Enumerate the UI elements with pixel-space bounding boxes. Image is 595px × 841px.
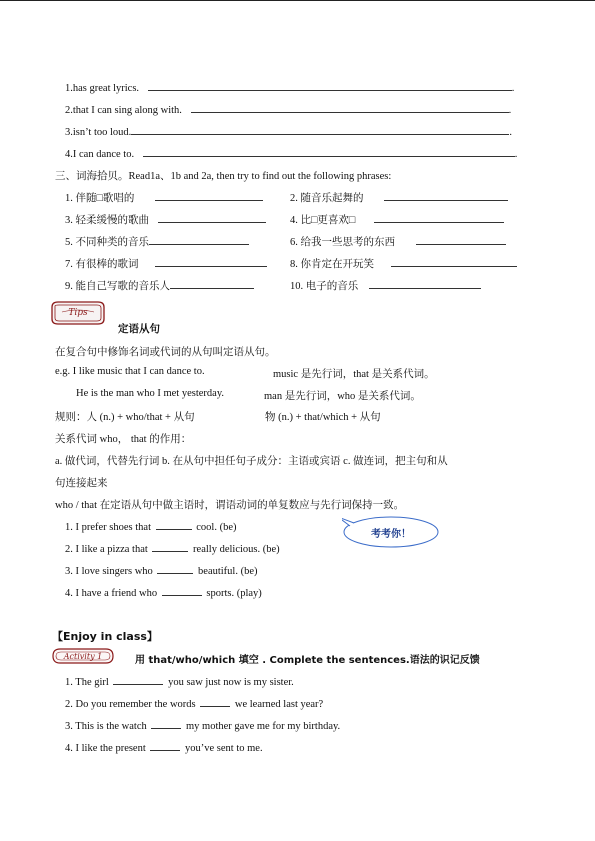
fill-line-text: 1.has great lyrics. (65, 83, 140, 94)
rule-thing: 物 (n.) + that/which + 从句 (265, 412, 381, 423)
tips-badge-icon (48, 299, 108, 327)
fill-line-text: 4.I can dance to. (65, 149, 135, 160)
answer-line[interactable] (143, 146, 515, 157)
phrase-item: 9. 能自己写歌的音乐人 (65, 278, 254, 293)
answer-line[interactable] (374, 212, 504, 223)
roles-heading: 关系代词 who， that 的作用： (55, 434, 192, 445)
answer-line[interactable] (391, 256, 517, 267)
phrase-item: 3. 轻柔缓慢的歌曲 (65, 212, 266, 227)
practice-item: 2. I like a pizza that really delicious. (be) (65, 541, 280, 555)
answer-line[interactable] (155, 190, 263, 201)
grammar-title: 定语从句 (118, 323, 160, 335)
activity-badge-label: Activity 1 (63, 652, 103, 661)
fill-line-3: 3.isn’t too loud. . (65, 124, 512, 138)
activity-item: 3. This is the watch my mother gave me for my birthday. (65, 718, 340, 732)
answer-line[interactable] (149, 234, 249, 245)
roles-line-1: a. 做代词，代替先行词 b. 在从句中担任句子成分：主语或宾语 c. 做连词，把主句和从 (55, 456, 448, 467)
phrase-item: 4. 比□更喜欢□ (290, 212, 504, 227)
phrase-item: 1. 伴随□歌唱的 (65, 190, 263, 205)
answer-blank[interactable] (200, 696, 230, 707)
answer-line[interactable] (170, 278, 254, 289)
phrase-item: 8. 你肯定在开玩笑 (290, 256, 517, 271)
roles-line-2: 句连接起来 (55, 478, 108, 489)
rule-person: 规则：人 (n.) + who/that + 从句 (55, 412, 195, 423)
activity-item: 4. I like the present you’ve sent to me. (65, 740, 263, 754)
answer-blank[interactable] (150, 740, 180, 751)
phrase-item: 2. 随音乐起舞的 (290, 190, 508, 205)
answer-blank[interactable] (156, 519, 192, 530)
practice-item: 3. I love singers who beautiful. (be) (65, 563, 258, 577)
example-2-note: man 是先行词，who 是关系代词。 (264, 391, 421, 402)
answer-blank[interactable] (151, 718, 181, 729)
activity-badge-icon (50, 647, 116, 665)
answer-blank[interactable] (113, 674, 163, 685)
phrase-item: 10. 电子的音乐 (290, 278, 481, 293)
answer-line[interactable] (384, 190, 508, 201)
fill-line-2: 2.that I can sing along with. . (65, 102, 511, 116)
practice-item: 1. I prefer shoes that cool. (be) (65, 519, 237, 533)
fill-line-text: 2.that I can sing along with. (65, 105, 182, 116)
answer-line[interactable] (131, 124, 509, 135)
phrase-item: 6. 给我一些思考的东西 (290, 234, 506, 249)
grammar-definition: 在复合句中修饰名词或代词的从句叫定语从句。 (55, 347, 276, 358)
answer-line[interactable] (155, 256, 267, 267)
answer-blank[interactable] (162, 585, 202, 596)
activity-item: 1. The girl you saw just now is my sister. (65, 674, 294, 688)
page-top-rule (0, 0, 595, 1)
activity-item: 2. Do you remember the words we learned last year? (65, 696, 323, 710)
tips-badge-label: Tips (68, 308, 88, 318)
phrase-item: 7. 有很棒的歌词 (65, 256, 267, 271)
answer-line[interactable] (416, 234, 506, 245)
fill-line-text: 3.isn’t too loud. (65, 127, 132, 138)
practice-item: 4. I have a friend who sports. (play) (65, 585, 262, 599)
section3-heading: 三、词海拾贝。Read1a、1b and 2a, then try to find out the following phrases: (55, 171, 392, 182)
agreement-rule: who / that 在定语从句中做主语时，谓语动词的单复数应与先行词保持一致。 (55, 500, 405, 511)
answer-blank[interactable] (152, 541, 188, 552)
activity-instruction: 用 that/who/which 填空 . Complete the sentences.语法的识记反馈 (135, 655, 480, 666)
answer-line[interactable] (158, 212, 266, 223)
fill-line-4: 4.I can dance to. . (65, 146, 517, 160)
answer-blank[interactable] (157, 563, 193, 574)
example-1-english: e.g. I like music that I can dance to. (55, 366, 205, 377)
example-1-note: music 是先行词，that 是关系代词。 (273, 369, 435, 380)
enjoy-heading: 【Enjoy in class】 (52, 630, 158, 643)
answer-line[interactable] (148, 80, 512, 91)
quiz-bubble-label: 考考你！ (371, 529, 411, 540)
example-2-english: He is the man who I met yesterday. (76, 388, 225, 399)
answer-line[interactable] (369, 278, 481, 289)
phrase-item: 5. 不同种类的音乐 (65, 234, 249, 249)
answer-line[interactable] (191, 102, 509, 113)
fill-line-1: 1.has great lyrics. . (65, 80, 514, 94)
